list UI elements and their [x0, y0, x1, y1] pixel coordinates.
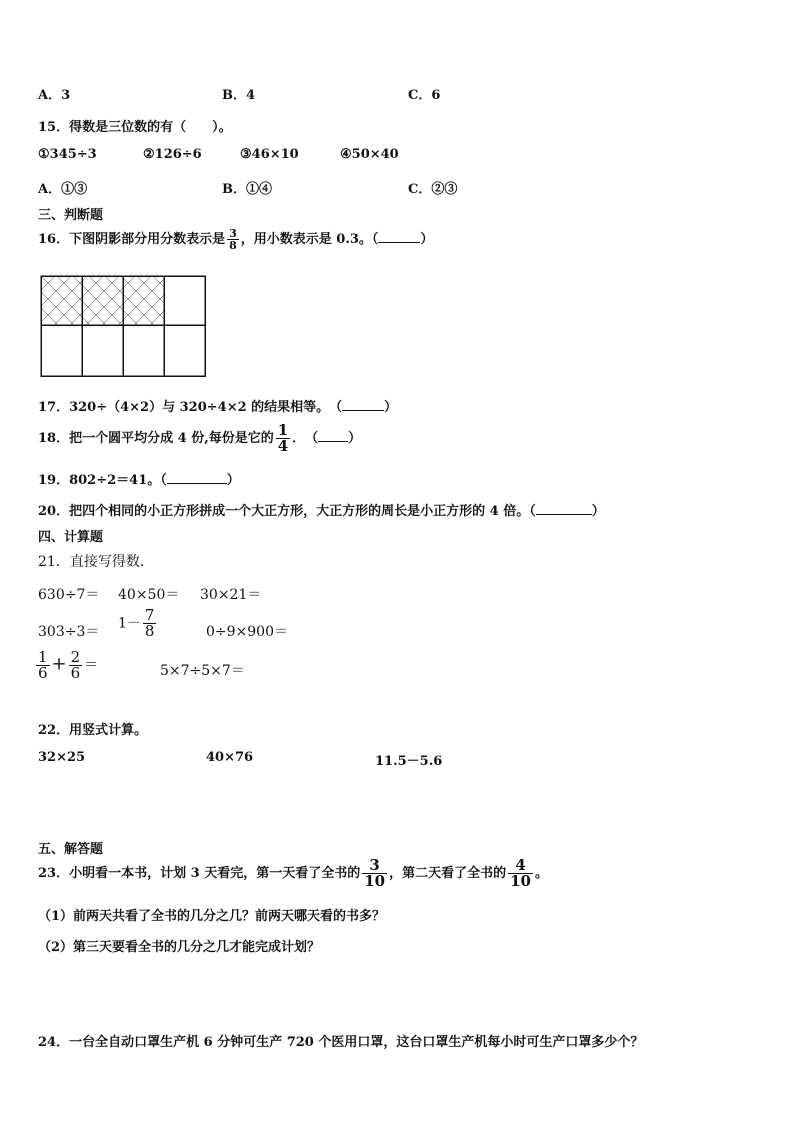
q22-item-3: 11.5－5.6 — [375, 754, 443, 769]
q15-option-b: B．①④ — [222, 182, 272, 197]
q23-sub2: （2）第三天要看全书的几分之几才能完成计划？ — [38, 940, 321, 955]
section-title-judgment: 三、判断题 — [38, 208, 104, 223]
q22-item-1: 32×25 — [38, 750, 86, 765]
q21-item-1: 630÷7＝ — [38, 587, 100, 603]
q16-text: 16．下图阴影部分用分数表示是 $\frac{3}{8}$ ，用小数表示是 0.3。（ ） — [38, 227, 434, 252]
q15-stem: 15．得数是三位数的有（ ）。 — [38, 120, 232, 135]
grid-cell-shaded-3 — [123, 276, 164, 325]
q14-option-c: C．6 — [408, 88, 441, 103]
section-title-word-problems: 五、解答题 — [38, 842, 104, 857]
q21-item-3: 30×21＝ — [200, 587, 262, 603]
q18-fraction: $\frac{1}{4}$ — [277, 421, 289, 455]
q15-option-a: A．①③ — [38, 182, 88, 197]
q24-text: 24．一台全自动口罩生产机 6 分钟可生产 720 个医用口罩，这台口罩生产机每小时可生产口罩多少个？ — [38, 1035, 644, 1050]
q19-text: 19．802÷2＝41。（ ） — [38, 473, 240, 488]
q16-answer-blank[interactable] — [378, 242, 420, 243]
q15-item-4: ④50×40 — [340, 147, 399, 162]
q16-post: ，用小数表示是 0.3。（ — [240, 232, 379, 247]
q14-option-b: B．4 — [222, 88, 256, 103]
q17-text: 17．320÷（4×2）与 320÷4×2 的结果相等。 （ ） — [38, 400, 398, 415]
q22-item-2: 40×76 — [206, 750, 254, 765]
q14-option-a: A．3 — [38, 88, 71, 103]
q16-fraction: $\frac{3}{8}$ — [229, 227, 237, 252]
q23-sub1: （1）前两天共看了全书的几分之几？前两天哪天看的书多？ — [38, 909, 386, 924]
q20-answer-blank[interactable] — [536, 514, 592, 515]
q18-answer-blank[interactable] — [318, 441, 348, 442]
q21-item-2: 40×50＝ — [118, 587, 180, 603]
q17-answer-blank[interactable] — [342, 410, 384, 411]
section-title-calculation: 四、计算题 — [38, 530, 104, 545]
q21-item-6: 0÷9×900＝ — [206, 624, 288, 640]
q16-shaded-grid — [40, 275, 206, 377]
grid-cell-shaded-2 — [82, 276, 123, 325]
q22-title: 22．用竖式计算。 — [38, 723, 148, 738]
grid-cell-shaded-1 — [41, 276, 82, 325]
q21-item-4: 303÷3＝ — [38, 624, 100, 640]
q21-title: 21．直接写得数． — [38, 554, 154, 570]
q23-text: 23．小明看一本书，计划 3 天看完，第一天看了全书的 $\frac{3}{10}$ ，第二天看了全书的 $\frac{4}{10}$ 。 — [38, 856, 548, 890]
q18-text: 18．把一个圆平均分成 4 份,每份是它的 $\frac{1}{4}$ ． （ ） — [38, 421, 362, 455]
q15-item-2: ②126÷6 — [143, 147, 202, 162]
q20-text: 20．把四个相同的小正方形拼成一个大正方形，大正方形的周长是小正方形的 4 倍。（ ） — [38, 504, 605, 519]
q21-item-5: 1－ $\frac{7}{8}$ — [118, 606, 155, 640]
q15-item-1: ①345÷3 — [38, 147, 97, 162]
q16-pre: 16．下图阴影部分用分数表示是 — [38, 232, 226, 247]
q19-answer-blank[interactable] — [167, 483, 227, 484]
q21-item-8: 5×7÷5×7＝ — [160, 663, 245, 679]
q15-option-c: C．②③ — [408, 182, 458, 197]
q15-item-3: ③46×10 — [240, 147, 299, 162]
q21-item-7: $\frac{1}{6}$ + $\frac{2}{6}$ ＝ — [38, 648, 99, 682]
